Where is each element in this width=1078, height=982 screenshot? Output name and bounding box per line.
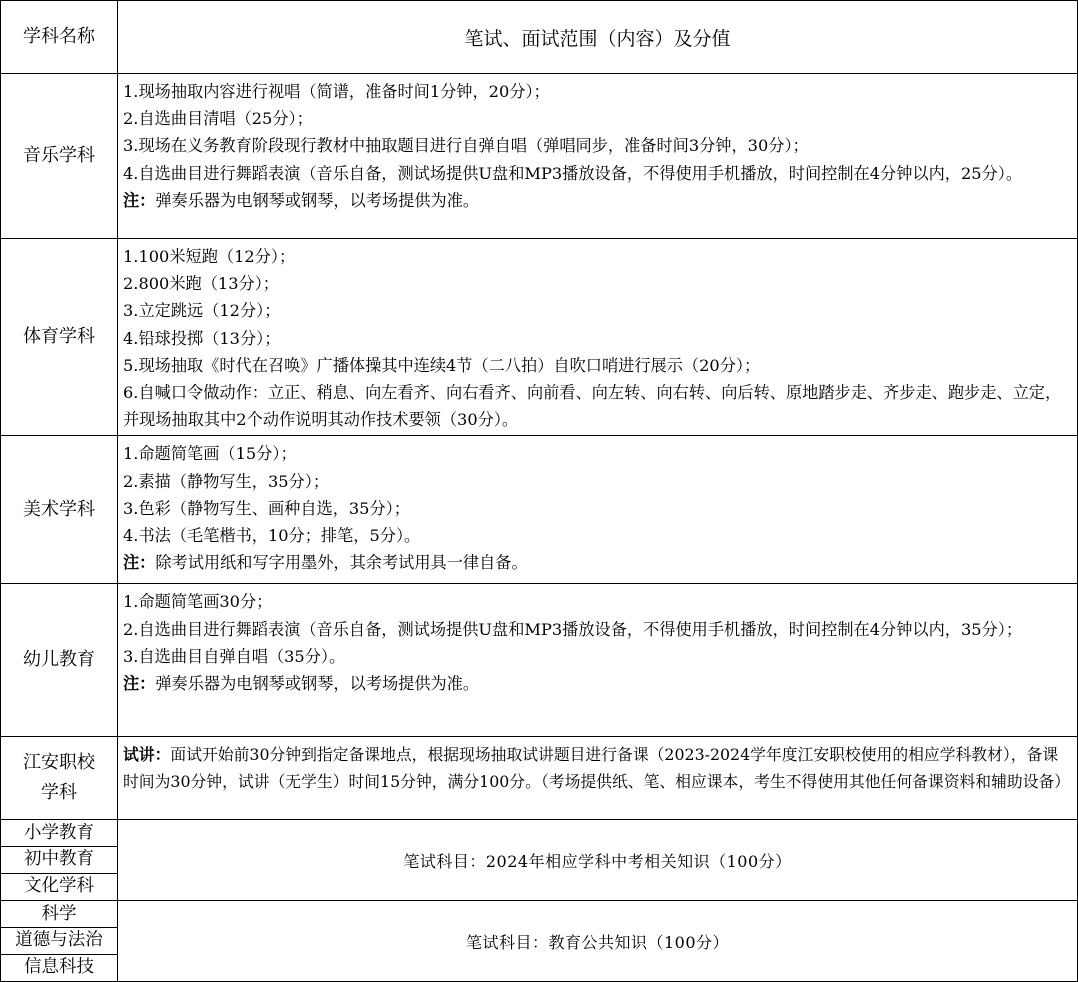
- content-preschool: [118, 584, 1078, 737]
- preschool-item-3: 3.自选曲目自弹自唱（35分）。: [123, 646, 346, 666]
- pe-item-6: 6.自喊口令做动作：立正、稍息、向左看齐、向右看齐、向前看、向左转、向右转、向后转、原地踏步走、齐步走、跑步走、立定，并现场抽取其中2个动作说明其动作技术要领（30分）。: [123, 383, 1062, 430]
- music-item-1: 1.现场抽取内容进行视唱（简谱，准备时间1分钟，20分）；: [123, 82, 550, 101]
- pe-item-3: 3.立定跳远（12分）；: [123, 301, 281, 321]
- subject-jiangan: [1, 737, 118, 820]
- subject-music-label: 音乐学科: [23, 145, 95, 166]
- group2-content: 笔试科目：教育公共知识（100分）: [465, 932, 730, 952]
- art-item-1: 1.命题简笔画（15分）；: [123, 444, 297, 464]
- pe-item-4: 4.铅球投掷（13分）；: [123, 328, 281, 348]
- subject-pe: [1, 239, 118, 436]
- music-note-text: 弹奏乐器为电钢琴或钢琴，以考场提供为准。: [155, 190, 480, 210]
- pe-item-5: 5.现场抽取《时代在召唤》广播体操其中连续4节（二八拍）自吹口哨进行展示（20分）；: [123, 355, 761, 375]
- music-item-2: 2.自选曲目清唱（25分）；: [123, 109, 313, 129]
- row-preschool: [1, 584, 1078, 737]
- subject-music: [1, 74, 118, 239]
- art-note-label: 注：: [123, 553, 156, 573]
- header-subject-label: 学科名称: [23, 26, 95, 47]
- music-item-4: 4.自选曲目进行舞蹈表演（音乐自备，测试场提供U盘和MP3播放设备，不得使用手机播放，时间控制在4分钟以内，25分）。: [123, 163, 1023, 183]
- pe-item-1: 1.100米短跑（12分）；: [123, 247, 296, 266]
- subject-morality-law: 道德与法治: [1, 928, 117, 954]
- subject-pe-label: 体育学科: [23, 326, 95, 348]
- music-item-3: 3.现场在义务教育阶段现行教材中抽取题目进行自弹自唱（弹唱同步，准备时间3分钟，30分）；: [123, 136, 809, 156]
- subject-jiangan-line2: 学科: [41, 782, 77, 804]
- subject-it: 信息科技: [24, 956, 94, 977]
- subject-culture: 文化学科: [24, 875, 94, 896]
- subject-science: 科学: [1, 902, 117, 928]
- group1-content: 笔试科目：2024年相应学科中考相关知识（100分）: [403, 851, 792, 871]
- subject-art: [1, 436, 118, 584]
- content-pe: [118, 239, 1078, 436]
- row-art: [1, 436, 1078, 584]
- art-note-text: 除考试用纸和写字用墨外，其余考试用具一律自备。: [155, 553, 528, 573]
- content-group2: [118, 901, 1078, 982]
- preschool-item-2: 2.自选曲目进行舞蹈表演（音乐自备，测试场提供U盘和MP3播放设备，不得使用手机播放，时间控制在4分钟以内，35分）；: [123, 619, 1023, 639]
- header-content-label: 笔试、面试范围（内容）及分值: [464, 27, 731, 50]
- preschool-item-1: 1.命题简笔画30分；: [123, 592, 273, 612]
- content-music: [118, 74, 1078, 239]
- subject-junior-education: 初中教育: [1, 847, 117, 873]
- row-group1: [1, 820, 1078, 901]
- art-note: [123, 549, 1073, 576]
- jiangan-label: 试讲：: [123, 745, 171, 765]
- row-group2: [1, 901, 1078, 982]
- row-jiangan: [1, 737, 1078, 820]
- subject-group2: [1, 901, 118, 982]
- art-item-3: 3.色彩（静物写生、画种自选，35分）；: [123, 498, 410, 518]
- preschool-note-label: 注：: [123, 674, 156, 694]
- content-group1: [118, 820, 1078, 901]
- header-row: [1, 1, 1078, 74]
- header-subject-cell: [1, 1, 118, 74]
- jiangan-text: 面试开始前30分钟到指定备课地点，根据现场抽取试讲题目进行备课（2023-2024学年度江安职校使用的相应学科教材），备课时间为30分钟，试讲（无学生）时间15分钟，满分100分。（考场提供纸、笔、相应课本，考生不得使用其他任何备课资料和辅助设备）: [123, 745, 1071, 792]
- music-note: [123, 187, 1073, 214]
- content-jiangan: [118, 737, 1078, 820]
- subject-preschool: [1, 584, 118, 737]
- art-item-2: 2.素描（静物写生，35分）；: [123, 471, 330, 491]
- content-art: [118, 436, 1078, 584]
- preschool-note: [123, 670, 1073, 697]
- subject-jiangan-line1: 江安职校: [23, 752, 95, 774]
- subject-group1: [1, 820, 118, 901]
- header-content-cell: [118, 1, 1078, 74]
- preschool-note-text: 弹奏乐器为电钢琴或钢琴，以考场提供为准。: [155, 674, 480, 694]
- subject-art-label: 美术学科: [23, 498, 95, 520]
- row-music: [1, 74, 1078, 239]
- art-item-4: 4.书法（毛笔楷书，10分；排笔，5分）。: [123, 526, 421, 546]
- row-pe: [1, 239, 1078, 436]
- subject-primary-education: 小学教育: [1, 821, 117, 847]
- subject-preschool-label: 幼儿教育: [23, 649, 95, 671]
- music-note-label: 注：: [123, 190, 156, 210]
- pe-item-2: 2.800米跑（13分）；: [123, 274, 279, 294]
